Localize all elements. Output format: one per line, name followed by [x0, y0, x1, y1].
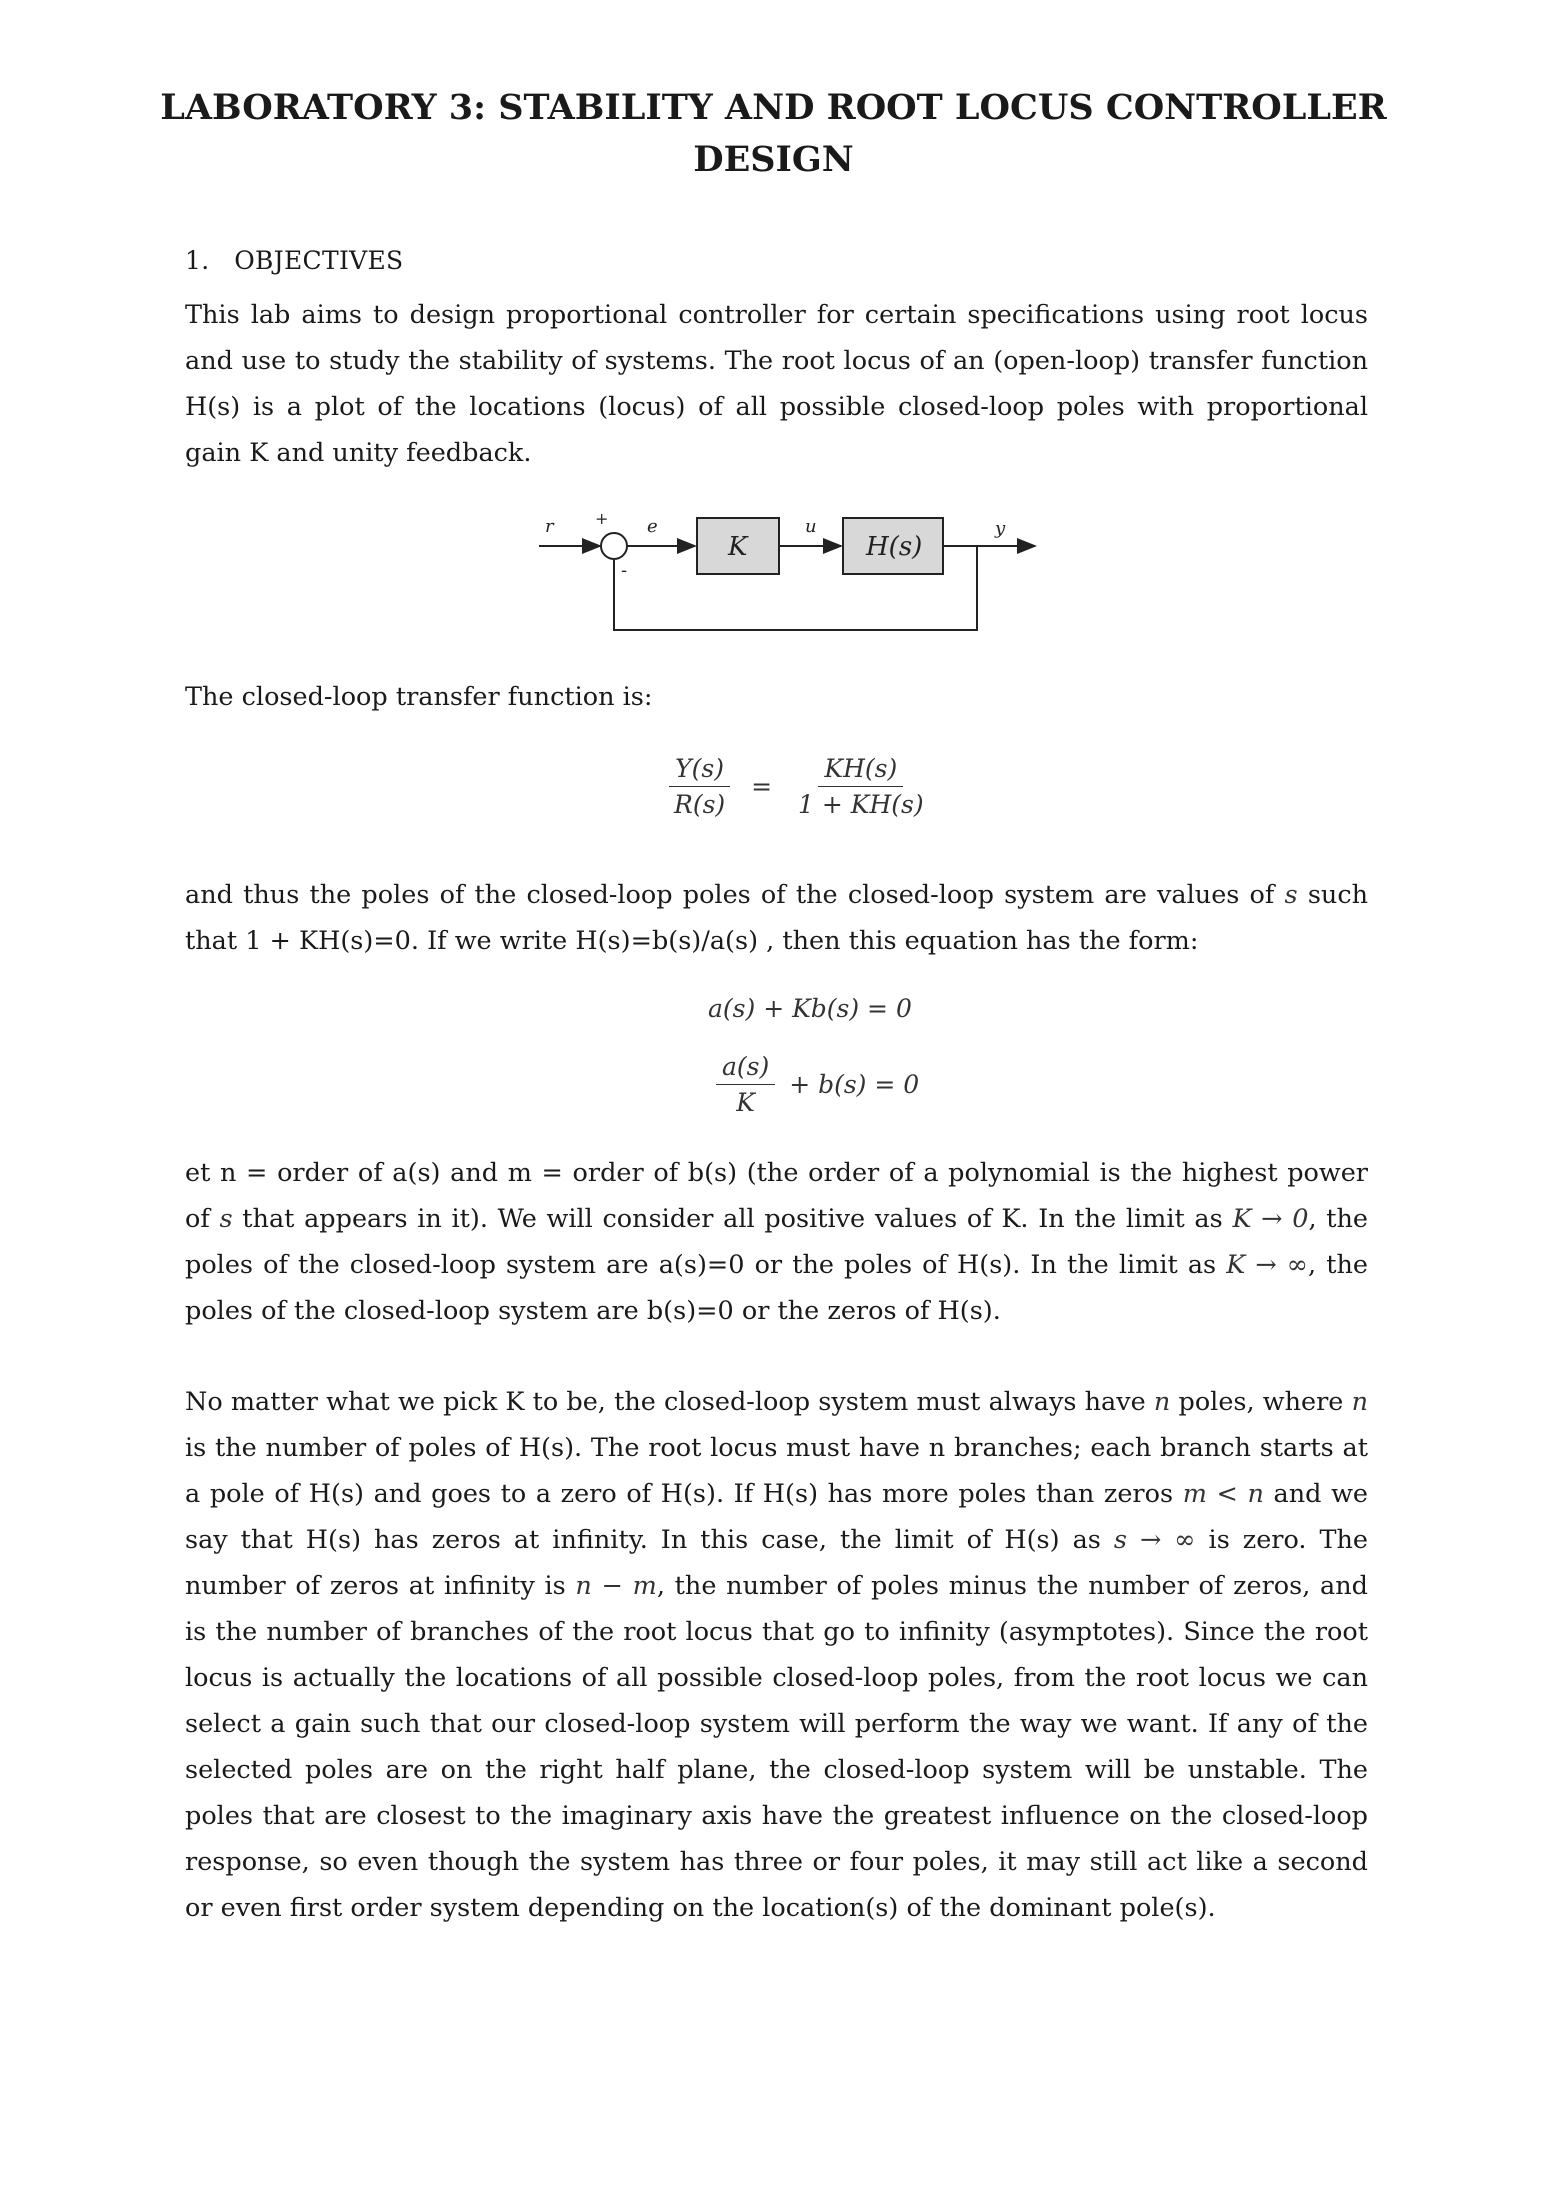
transfer-function-equation [668, 754, 930, 819]
eq1-rhs-denominator: 1 + KH(s) [798, 790, 924, 819]
label-r: r [545, 516, 554, 537]
para4-text-1: No matter what we pick K to be, the closed-loop system must always have [185, 1387, 1146, 1417]
eq3-rest: + b(s) = 0 [789, 1070, 920, 1099]
root-locus-paragraph [185, 1379, 1368, 1931]
para4-text-6: , the number of poles minus the number of zeros, and is the number of branches of the root locus that go to infinity (asymptotes). Since the root locus is actually the locations of all possible closed-loop poles, from the root locus we can select a gain such that our closed-loop system will perform the way we want. If any of the selected poles are on the right half plane, the closed-loop system will be unstable. The poles that are closest to the imaginary axis have the greatest influence on the closed-loop response, so even though the system has three or four poles, it may still act like a second or even first order system depending on the location(s) of the dominant pole(s). [185, 1571, 1369, 1923]
para4-text-3: is the number of poles of H(s). The root locus must have n branches; each branch starts at a pole of H(s) and goes to a zero of H(s). If H(s) has more poles than zeros [185, 1433, 1368, 1509]
eq1-lhs-numerator: Y(s) [669, 754, 730, 787]
characteristic-equation: a(s) + Kb(s) = 0 [708, 994, 912, 1023]
order-paragraph [185, 1150, 1368, 1334]
scaled-characteristic-equation [716, 1052, 919, 1117]
objectives-paragraph: This lab aims to design proportional controller for certain specifications using root locus and use to study the stability of systems. The root locus of an (open-loop) transfer function H(s) is a plot of the locations (locus) of all possible closed-loop poles with proportional gain K and unity feedback. [185, 300, 1368, 468]
label-u: u [805, 516, 817, 537]
para4-n-symbol-1: n [1153, 1387, 1171, 1417]
para2-s-symbol: s [1284, 880, 1298, 910]
para4-text-5: is zero. The number of zeros at infinity is [185, 1525, 1369, 1601]
label-e: e [647, 516, 658, 537]
s-to-infinity-expression: s → ∞ [1113, 1525, 1196, 1555]
eq3-denominator: K [736, 1088, 755, 1117]
para4-text-2: poles, where [1178, 1387, 1344, 1417]
block-diagram [535, 510, 1045, 640]
poles-paragraph [185, 872, 1368, 964]
title-line-2: DESIGN [693, 139, 854, 180]
eq1-lhs-denominator: R(s) [674, 790, 726, 819]
k-to-infinity-expression: K → ∞ [1226, 1250, 1309, 1280]
para2-text-1: and thus the poles of the closed-loop poles of the closed-loop system are values of [185, 880, 1275, 910]
block-H-label: H(s) [866, 532, 923, 562]
document-title [150, 82, 1397, 186]
eq1-equals: = [751, 772, 773, 801]
block-K-label: K [728, 532, 748, 562]
para3-text-2: that appears in it). We will consider all positive values of K. In the limit as [242, 1204, 1223, 1234]
para2-text-2: such that 1 + KH(s)=0. If we write H(s)=b(s)/a(s) , then this equation has the form: [185, 880, 1369, 956]
section-title: OBJECTIVES [234, 246, 404, 275]
k-to-zero-expression: K → 0 [1232, 1204, 1309, 1234]
para4-n-symbol-2: n [1351, 1387, 1369, 1417]
para3-text-4: , the poles of the closed-loop system are b(s)=0 or the zeros of H(s). [185, 1250, 1368, 1326]
title-line-1: LABORATORY 3: STABILITY AND ROOT LOCUS CONTROLLER [160, 87, 1387, 128]
summing-junction [601, 533, 627, 559]
eq1-rhs-numerator: KH(s) [818, 754, 903, 787]
para4-text-4: and we say that H(s) has zeros at infinity. In this case, the limit of H(s) as [185, 1479, 1368, 1555]
para3-text-1: et n = order of a(s) and m = order of b(s) (the order of a polynomial is the highest power of [185, 1158, 1368, 1234]
n-minus-m-expression: n − m [575, 1571, 657, 1601]
para3-text-3: , the poles of the closed-loop system are a(s)=0 or the poles of H(s). In the limit as [185, 1204, 1369, 1280]
label-minus: - [621, 560, 628, 581]
para3-s-symbol: s [219, 1204, 233, 1234]
section-heading [185, 246, 403, 275]
closed-loop-intro: The closed-loop transfer function is: [185, 682, 653, 712]
section-number: 1. [185, 246, 210, 275]
m-less-than-n-expression: m < n [1182, 1479, 1264, 1509]
label-plus: + [595, 510, 609, 528]
label-y: y [995, 518, 1006, 539]
eq3-numerator: a(s) [716, 1052, 775, 1085]
